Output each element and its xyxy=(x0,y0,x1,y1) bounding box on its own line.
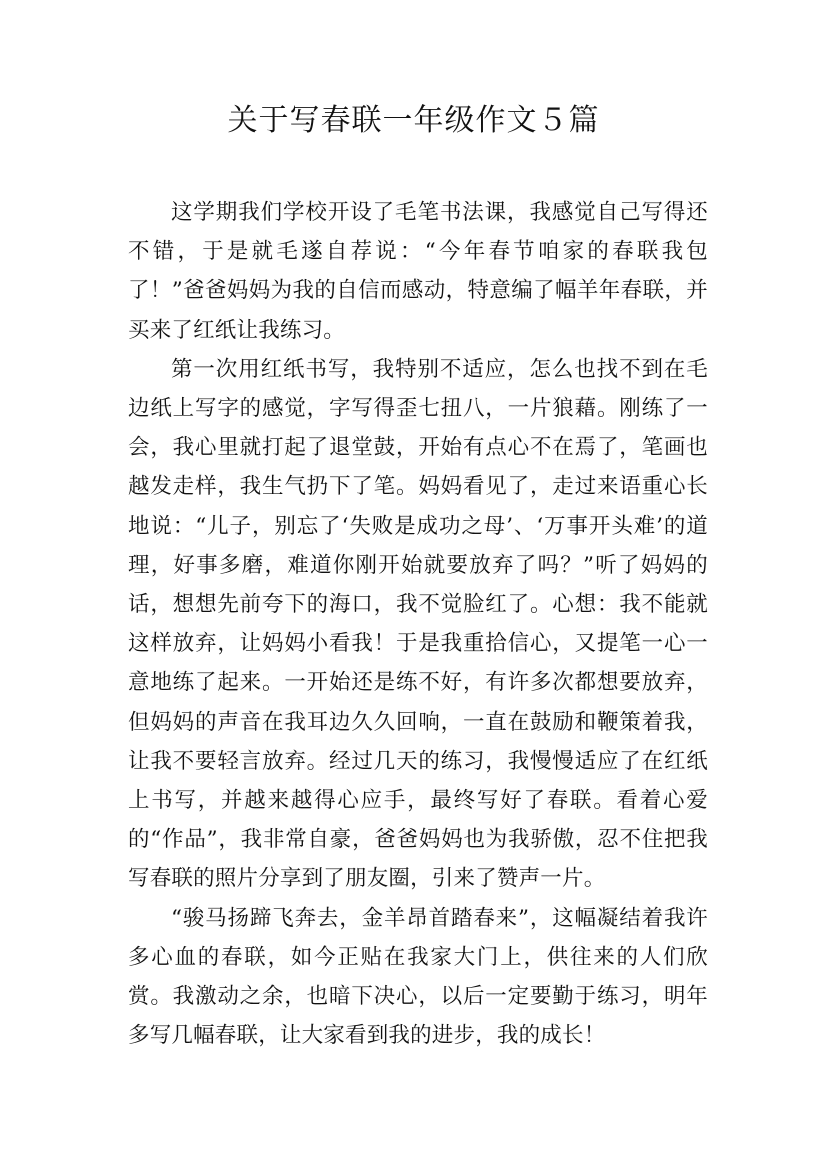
paragraph-1: 这学期我们学校开设了毛笔书法课，我感觉自己写得还不错，于是就毛遂自荐说：“今年春节咱家的春联我包了！”爸爸妈妈为我的自信而感动，特意编了幅羊年春联，并买来了红纸让我练习。 xyxy=(128,200,708,343)
paragraph-2: 第一次用红纸书写，我特别不适应，怎么也找不到在毛边纸上写字的感觉，字写得歪七扭八，一片狼藉。刚练了一会，我心里就打起了退堂鼓，开始有点心不在焉了，笔画也越发走样，我生气扔下了笔。妈妈看见了，走过来语重心长地说：“儿子，别忘了‘失败是成功之母’、‘万事开头难’的道理，好事多磨，难道你刚开始就要放弃了吗？”听了妈妈的话，想想先前夸下的海口，我不觉脸红了。心想：我不能就这样放弃，让妈妈小看我！于是我重拾信心，又提笔一心一意地练了起来。一开始还是练不好，有许多次都想要放弃，但妈妈的声音在我耳边久久回响，一直在鼓励和鞭策着我，让我不要轻言放弃。经过几天的练习，我慢慢适应了在红纸上书写，并越来越得心应手，最终写好了春联。看着心爱的“作品”，我非常自豪，爸爸妈妈也为我骄傲，忍不住把我写春联的照片分享到了朋友圈，引来了赞声一片。 xyxy=(128,356,708,892)
paragraph-3: “骏马扬蹄飞奔去，金羊昂首踏春来”，这幅凝结着我许多心血的春联，如今正贴在我家大门上，供往来的人们欣赏。我激动之余，也暗下决心，以后一定要勤于练习，明年多写几幅春联，让大家看到我的进步，我的成长！ xyxy=(128,905,708,1049)
document-title: 关于写春联一年级作文５篇 xyxy=(227,103,600,138)
document-body xyxy=(128,193,708,1055)
